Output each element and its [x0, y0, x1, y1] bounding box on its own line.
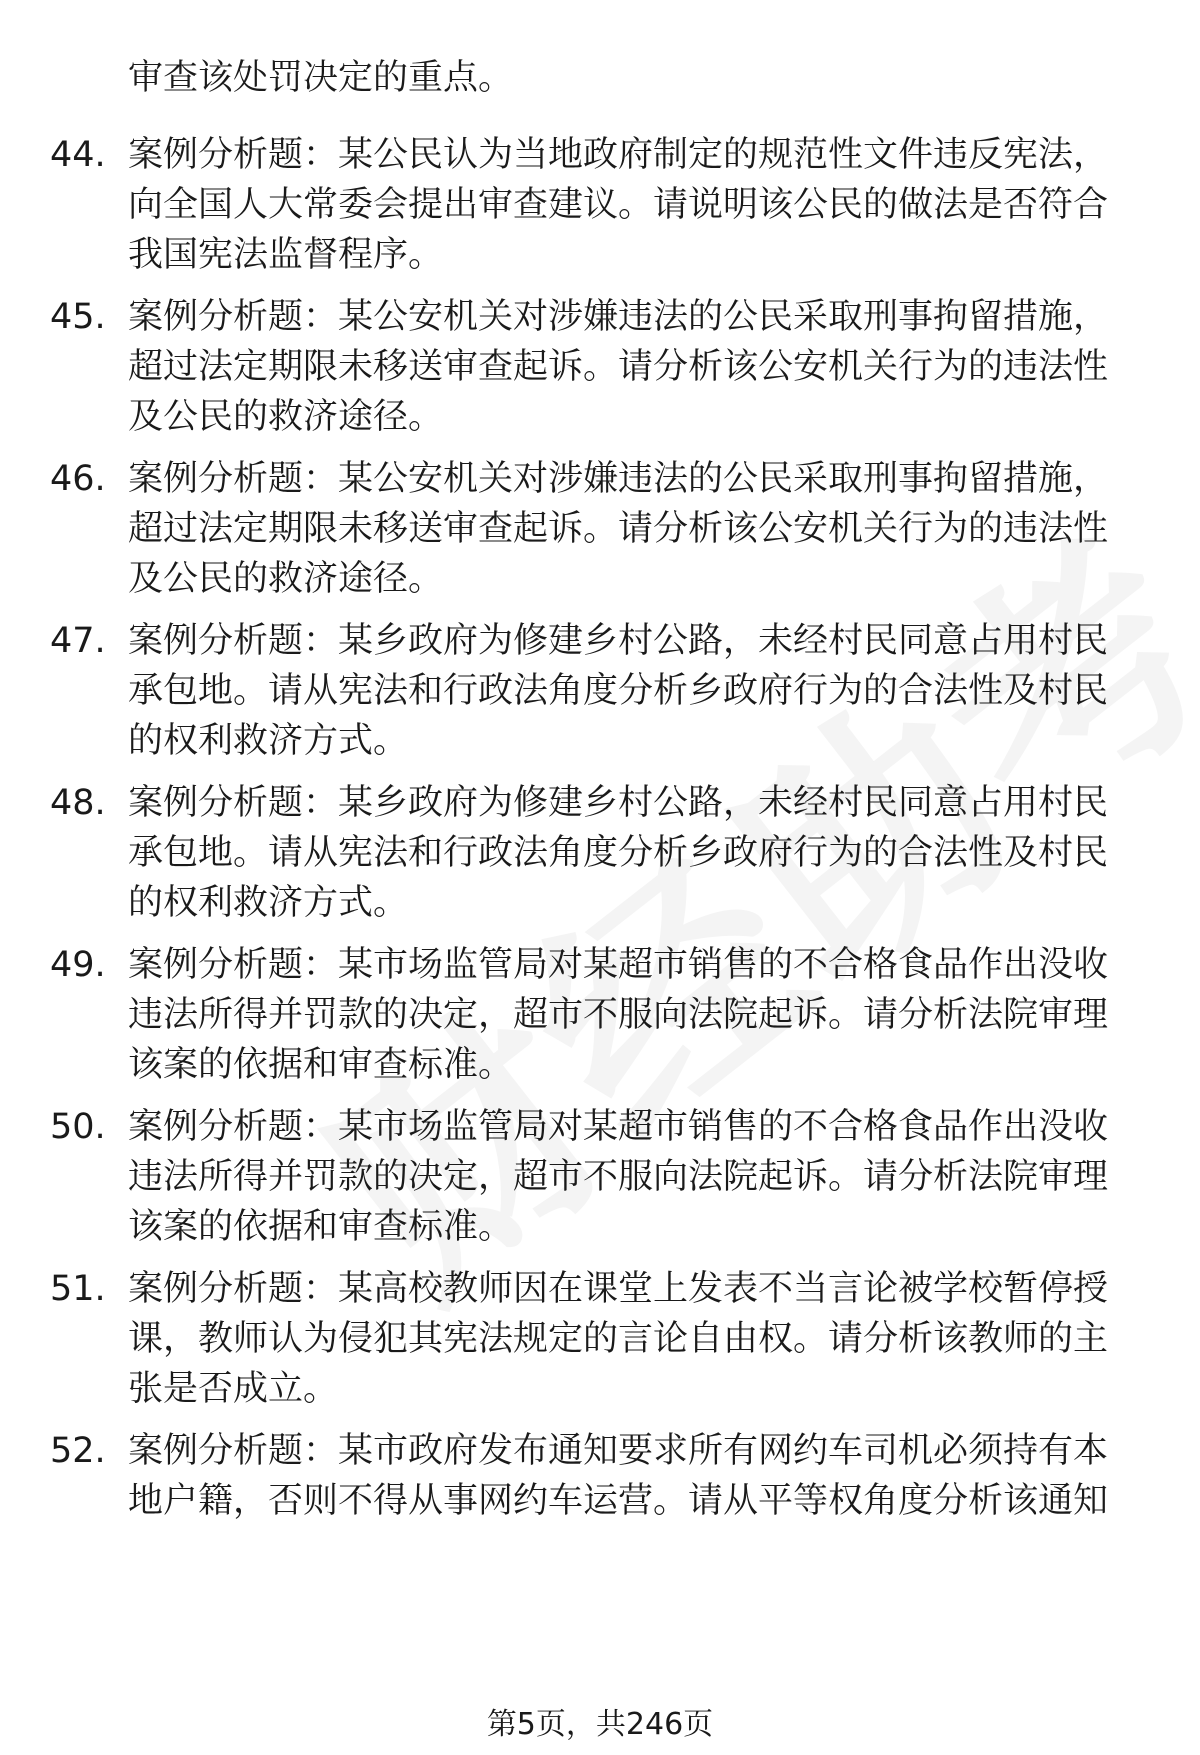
question-text-line: 该案的依据和审查标准。	[128, 1207, 514, 1247]
question-text-line: 我国宪法监督程序。	[128, 235, 444, 275]
question-text-line: 案例分析题：某乡政府为修建乡村公路，未经村民同意占用村民	[128, 783, 1109, 823]
question-text-line: 案例分析题：某乡政府为修建乡村公路，未经村民同意占用村民	[128, 621, 1109, 661]
question-number: 44.	[50, 135, 106, 175]
question-text-line: 违法所得并罚款的决定，超市不服向法院起诉。请分析法院审理	[128, 1157, 1109, 1197]
question-text-line: 案例分析题：某市场监管局对某超市销售的不合格食品作出没收	[128, 1107, 1109, 1147]
question-text-line: 及公民的救济途径。	[128, 559, 444, 599]
question-number: 49.	[50, 945, 106, 985]
question-number: 47.	[50, 621, 106, 661]
question-text-line: 案例分析题：某公民认为当地政府制定的规范性文件违反宪法，	[128, 135, 1109, 175]
question-number: 46.	[50, 459, 106, 499]
question-text-line: 张是否成立。	[128, 1369, 339, 1409]
question-text-line: 承包地。请从宪法和行政法角度分析乡政府行为的合法性及村民	[128, 833, 1109, 873]
question-text-line: 地户籍，否则不得从事网约车运营。请从平等权角度分析该通知	[128, 1481, 1109, 1521]
question-item	[0, 130, 1200, 280]
question-text-line: 超过法定期限未移送审查起诉。请分析该公安机关行为的违法性	[128, 347, 1109, 387]
question-item	[0, 1102, 1200, 1252]
question-text-line: 案例分析题：某市场监管局对某超市销售的不合格食品作出没收	[128, 945, 1109, 985]
question-item	[0, 616, 1200, 766]
question-text-line: 课，教师认为侵犯其宪法规定的言论自由权。请分析该教师的主	[128, 1319, 1109, 1359]
question-text-line: 的权利救济方式。	[128, 883, 409, 923]
question-item	[0, 454, 1200, 604]
question-item	[0, 292, 1200, 442]
question-item	[0, 940, 1200, 1090]
question-text-line: 向全国人大常委会提出审查建议。请说明该公民的做法是否符合	[128, 185, 1109, 225]
question-text-line: 及公民的救济途径。	[128, 397, 444, 437]
question-item	[0, 1426, 1200, 1526]
question-text-line: 案例分析题：某高校教师因在课堂上发表不当言论被学校暂停授	[128, 1269, 1109, 1309]
question-number: 50.	[50, 1107, 106, 1147]
page-footer: 第5页，共246页	[486, 1707, 714, 1742]
question-item	[0, 778, 1200, 928]
question-number: 51.	[50, 1269, 106, 1309]
question-text-line: 该案的依据和审查标准。	[128, 1045, 514, 1085]
question-item	[0, 1264, 1200, 1414]
question-number: 45.	[50, 297, 106, 337]
question-text-line: 违法所得并罚款的决定，超市不服向法院起诉。请分析法院审理	[128, 995, 1109, 1035]
question-text-line: 的权利救济方式。	[128, 721, 409, 761]
question-number: 48.	[50, 783, 106, 823]
question-number: 52.	[50, 1431, 106, 1471]
question-text-line: 案例分析题：某公安机关对涉嫌违法的公民采取刑事拘留措施，	[128, 459, 1109, 499]
question-text-line: 超过法定期限未移送审查起诉。请分析该公安机关行为的违法性	[128, 509, 1109, 549]
continuation-line: 审查该处罚决定的重点。	[128, 58, 514, 98]
question-text-line: 案例分析题：某公安机关对涉嫌违法的公民采取刑事拘留措施，	[128, 297, 1109, 337]
question-text-line: 承包地。请从宪法和行政法角度分析乡政府行为的合法性及村民	[128, 671, 1109, 711]
question-text-line: 案例分析题：某市政府发布通知要求所有网约车司机必须持有本	[128, 1431, 1109, 1471]
